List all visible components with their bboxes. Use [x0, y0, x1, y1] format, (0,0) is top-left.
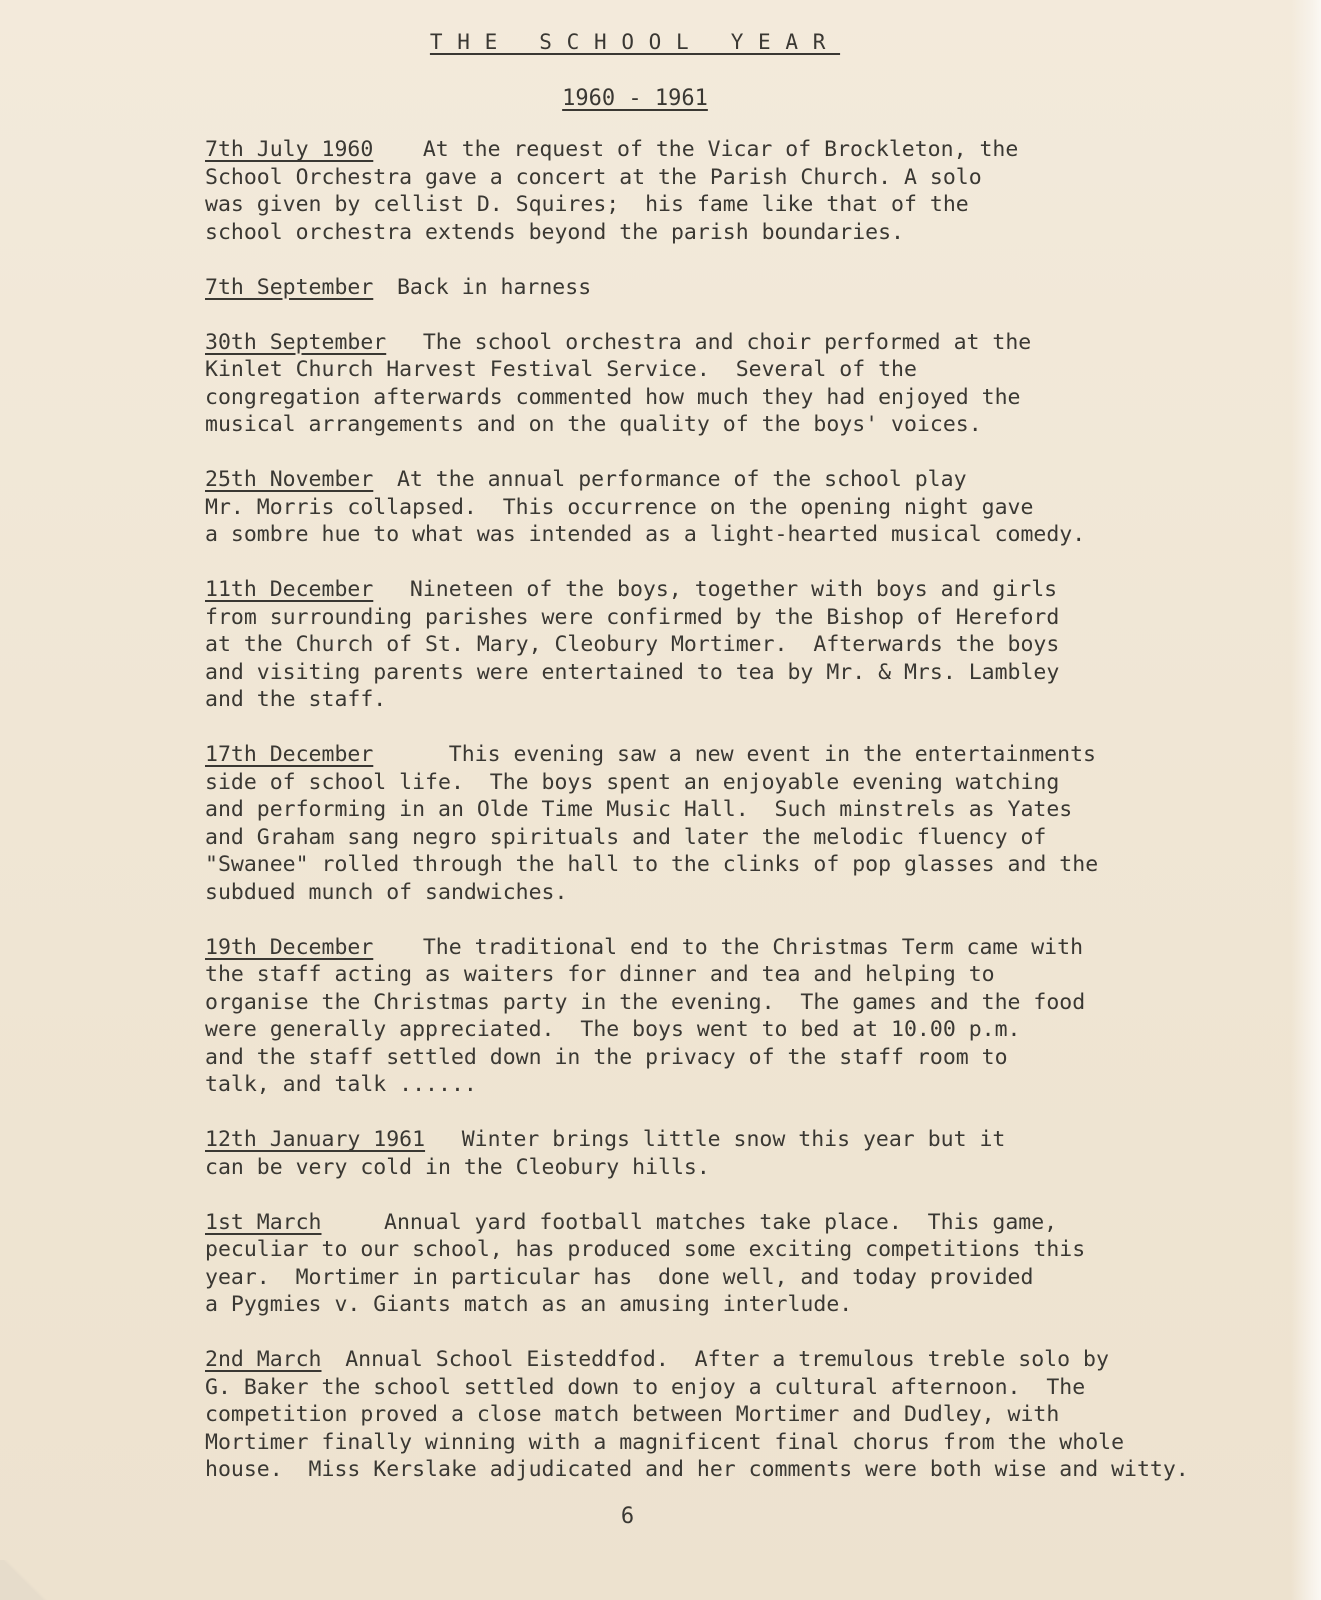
entry-line: Mortimer finally winning with a magnificent final chorus from the whole: [205, 1429, 1125, 1455]
entry-text: At the annual performance of the school play: [384, 467, 967, 492]
entry-date: 25th November: [205, 467, 374, 492]
entry-line: [205, 1346, 1245, 1374]
diary-entry: [205, 136, 1245, 246]
entry-date: 30th September: [205, 329, 387, 355]
entry-line: [205, 934, 1245, 962]
entry-line: School Orchestra gave a concert at the Parish Church. A solo: [205, 164, 982, 190]
diary-entry: [205, 466, 1245, 549]
entry-text: At the request of the Vicar of Brockleton, the: [384, 137, 1019, 162]
diary-entries: [205, 136, 1245, 1511]
entry-line: G. Baker the school settled down to enjoy a cultural afternoon. The: [205, 1374, 1086, 1400]
entry-text: The traditional end to the Christmas Term came with: [384, 934, 1084, 960]
entry-date: 7th July 1960: [205, 137, 374, 162]
entry-text: Annual School Eisteddfod. After a tremulous treble solo by: [332, 1347, 1109, 1372]
entry-text: Annual yard football matches take place. This game,: [332, 1209, 1058, 1235]
entry-line: [205, 741, 1245, 769]
entry-text: This evening saw a new event in the entertainments: [384, 742, 1096, 767]
entry-line: congregation afterwards commented how much they had enjoyed the: [205, 384, 1021, 410]
entry-text: Back in harness: [384, 274, 592, 300]
diary-entry: [205, 741, 1245, 906]
year-range: 1960 - 1961: [562, 86, 708, 111]
entry-line: year. Mortimer in particular has done well, and today provided: [205, 1264, 1034, 1290]
entry-line: were generally appreciated. The boys went to bed at 10.00 p.m.: [205, 1017, 1021, 1042]
entry-line: [205, 1126, 1245, 1154]
entry-line: [205, 1209, 1245, 1237]
entry-line: Kinlet Church Harvest Festival Service. Several of the: [205, 357, 917, 382]
entry-line: [205, 274, 1245, 302]
entry-date: 7th September: [205, 274, 374, 300]
entry-date: 1st March: [205, 1209, 322, 1235]
entry-line: school orchestra extends beyond the parish boundaries.: [205, 219, 904, 245]
diary-entry: [205, 1209, 1245, 1319]
entry-text: Winter brings little snow this year but it: [435, 1127, 1006, 1152]
entry-line: [205, 329, 1245, 357]
entry-line: Mr. Morris collapsed. This occurrence on the opening night gave: [205, 494, 1034, 520]
diary-entry: [205, 1346, 1245, 1484]
diary-entry: [205, 329, 1245, 439]
entry-line: was given by cellist D. Squires; his fame like that of the: [205, 192, 969, 217]
entry-line: a sombre hue to what was intended as a light-hearted musical comedy.: [205, 522, 1086, 547]
entry-line: and the staff.: [205, 687, 387, 712]
entry-date: 2nd March: [205, 1347, 322, 1372]
entry-line: a Pygmies v. Giants match as an amusing interlude.: [205, 1292, 853, 1317]
entry-date: 19th December: [205, 934, 374, 960]
diary-entry: [205, 576, 1245, 714]
entry-text: The school orchestra and choir performed at the: [396, 329, 1032, 355]
entry-line: musical arrangements and on the quality of the boys' voices.: [205, 412, 982, 437]
page-title: THE SCHOOL YEAR: [429, 30, 841, 54]
page-number: 6: [620, 1504, 635, 1529]
entry-line: from surrounding parishes were confirmed by the Bishop of Hereford: [205, 604, 1060, 630]
entry-line: and Graham sang negro spirituals and later the melodic fluency of: [205, 824, 1047, 850]
entry-line: subdued munch of sandwiches.: [205, 879, 568, 905]
entry-date: 12th January 1961: [205, 1127, 426, 1152]
entry-line: can be very cold in the Cleobury hills.: [205, 1154, 710, 1180]
entry-line: [205, 466, 1245, 494]
diary-entry: [205, 934, 1245, 1099]
entry-line: house. Miss Kerslake adjudicated and her comments were both wise and witty.: [205, 1457, 1189, 1482]
entry-line: talk, and talk ......: [205, 1072, 477, 1097]
entry-line: at the Church of St. Mary, Cleobury Mortimer. Afterwards the boys: [205, 632, 1060, 657]
entry-line: and visiting parents were entertained to tea by Mr. & Mrs. Lambley: [205, 659, 1060, 685]
entry-text: Nineteen of the boys, together with boys and girls: [384, 577, 1058, 602]
entry-line: the staff acting as waiters for dinner and tea and helping to: [205, 962, 995, 987]
entry-date: 17th December: [205, 742, 374, 767]
entry-line: peculiar to our school, has produced some exciting competitions this: [205, 1237, 1086, 1262]
entry-line: and the staff settled down in the privacy of the staff room to: [205, 1044, 1008, 1070]
entry-line: and performing in an Olde Time Music Hall. Such minstrels as Yates: [205, 797, 1073, 822]
entry-date: 11th December: [205, 577, 374, 602]
paper-corner: [0, 1560, 55, 1600]
entry-line: competition proved a close match between Mortimer and Dudley, with: [205, 1402, 1060, 1427]
entry-line: [205, 136, 1245, 164]
entry-line: organise the Christmas party in the evening. The games and the food: [205, 989, 1086, 1015]
entry-line: [205, 576, 1245, 604]
entry-line: "Swanee" rolled through the hall to the clinks of pop glasses and the: [205, 852, 1099, 877]
diary-entry: [205, 274, 1245, 302]
diary-entry: [205, 1126, 1245, 1181]
entry-line: side of school life. The boys spent an enjoyable evening watching: [205, 769, 1060, 795]
